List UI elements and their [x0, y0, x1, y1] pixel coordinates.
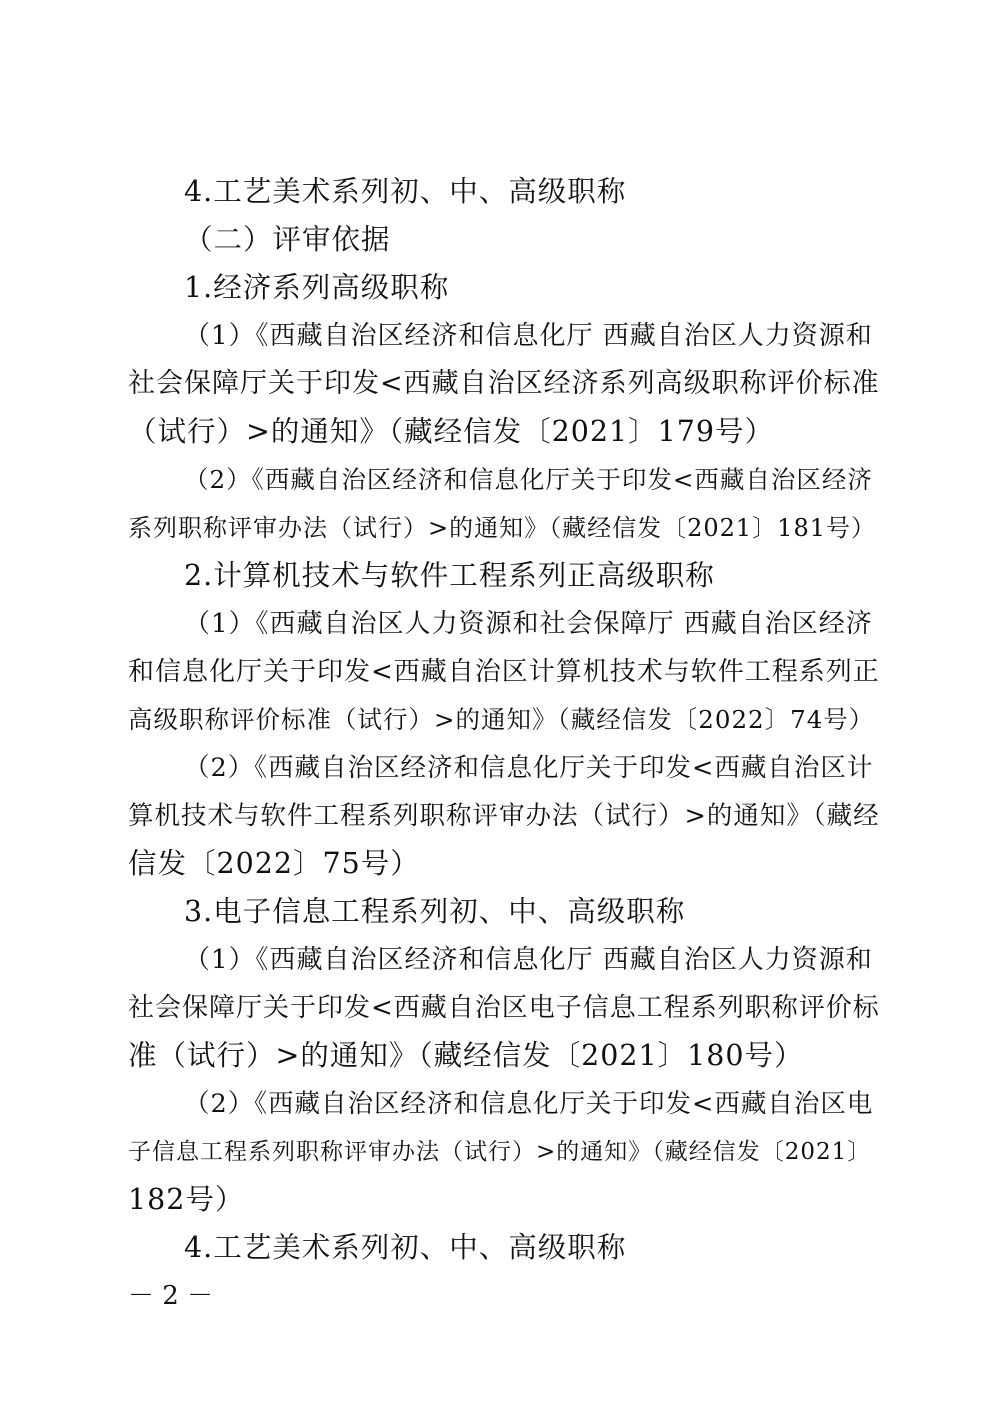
section-heading: （二）评审依据: [184, 223, 391, 256]
paragraph-line: 和信息化厅关于印发<西藏自治区计算机技术与软件工程系列正: [128, 657, 880, 687]
subsection-heading: 3.电子信息工程系列初、中、高级职称: [184, 895, 686, 928]
paragraph-line: 社会保障厅关于印发<西藏自治区经济系列高级职称评价标准: [128, 368, 880, 399]
paragraph-line: 信发〔2022〕75号）: [128, 847, 420, 880]
paragraph-line: （2）《西藏自治区经济和信息化厅关于印发<西藏自治区电: [184, 1089, 874, 1119]
subsection-heading: 2.计算机技术与软件工程系列正高级职称: [184, 559, 715, 592]
paragraph-line: （1）《西藏自治区人力资源和社会保障厅 西藏自治区经济: [184, 609, 873, 639]
paragraph-line: 算机技术与软件工程系列职称评审办法（试行）>的通知》（藏经: [128, 801, 880, 831]
paragraph-line: 182号）: [128, 1183, 245, 1216]
paragraph-line: （试行）>的通知》（藏经信发〔2021〕179号）: [128, 415, 775, 448]
paragraph-line: 准（试行）>的通知》（藏经信发〔2021〕180号）: [128, 1039, 804, 1072]
paragraph-line: 系列职称评审办法（试行）>的通知》（藏经信发〔2021〕181号）: [128, 514, 876, 542]
page-number: － 2 －: [128, 1281, 214, 1311]
paragraph-line: 4.工艺美术系列初、中、高级职称: [184, 175, 627, 208]
subsection-heading: 1.经济系列高级职称: [184, 271, 450, 304]
paragraph-line: 社会保障厅关于印发<西藏自治区电子信息工程系列职称评价标: [128, 993, 880, 1023]
paragraph-line: （2）《西藏自治区经济和信息化厅关于印发<西藏自治区计: [184, 753, 874, 783]
paragraph-line: （1）《西藏自治区经济和信息化厅 西藏自治区人力资源和: [184, 945, 873, 975]
paragraph-line: （1）《西藏自治区经济和信息化厅 西藏自治区人力资源和: [184, 321, 873, 351]
paragraph-line: （2）《西藏自治区经济和信息化厅关于印发<西藏自治区经济: [184, 465, 873, 494]
paragraph-line: 高级职称评价标准（试行）>的通知》（藏经信发〔2022〕74号）: [128, 705, 875, 734]
subsection-heading: 4.工艺美术系列初、中、高级职称: [184, 1231, 627, 1264]
paragraph-line: 子信息工程系列职称评审办法（试行）>的通知》（藏经信发〔2021〕: [128, 1139, 872, 1165]
